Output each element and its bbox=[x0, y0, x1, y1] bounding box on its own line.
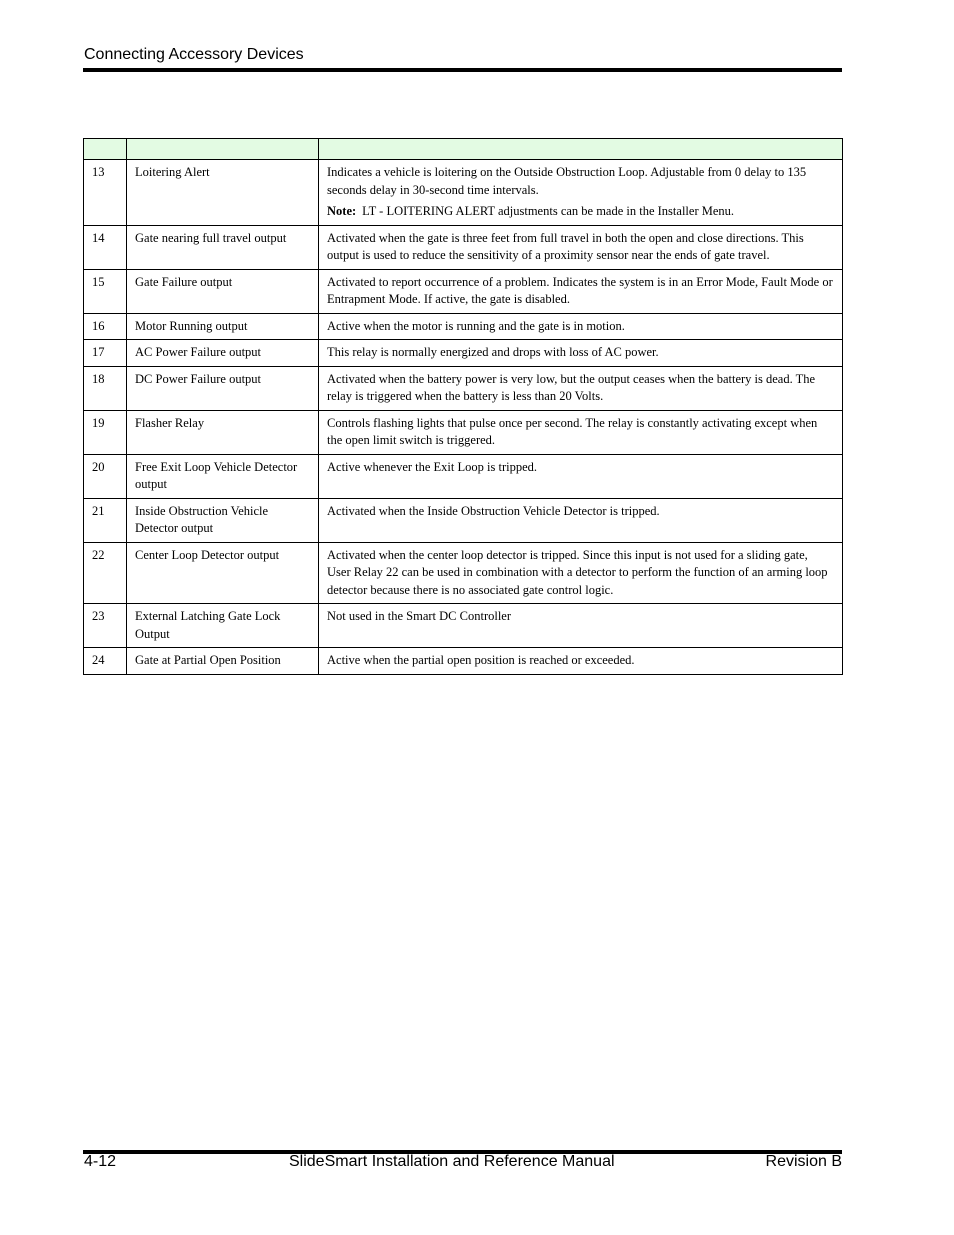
relay-description-cell bbox=[319, 454, 843, 498]
table-row bbox=[84, 410, 843, 454]
relay-name: AC Power Failure output bbox=[127, 340, 319, 367]
relay-name: DC Power Failure output bbox=[127, 366, 319, 410]
relay-number: 19 bbox=[84, 410, 127, 454]
relay-description-cell bbox=[319, 225, 843, 269]
relay-number: 20 bbox=[84, 454, 127, 498]
relay-name: External Latching Gate Lock Output bbox=[127, 604, 319, 648]
relay-description-cell bbox=[319, 498, 843, 542]
table-row bbox=[84, 340, 843, 367]
relay-description-cell bbox=[319, 269, 843, 313]
relay-number: 18 bbox=[84, 366, 127, 410]
table-row bbox=[84, 604, 843, 648]
relay-name: Motor Running output bbox=[127, 313, 319, 340]
relay-note bbox=[327, 203, 834, 221]
user-relay-table bbox=[83, 138, 843, 675]
relay-number: 23 bbox=[84, 604, 127, 648]
relay-description: This relay is normally energized and drops with loss of AC power. bbox=[327, 345, 659, 359]
relay-description: Not used in the Smart DC Controller bbox=[327, 609, 512, 623]
relay-description: Activated to report occurrence of a problem. Indicates the system is in an Error Mode, Fault Mode or Entrapment Mode. If active, the gate is disabled. bbox=[327, 274, 833, 306]
table-row bbox=[84, 366, 843, 410]
relay-number: 15 bbox=[84, 269, 127, 313]
relay-description: Activated when the center loop detector is tripped. Since this input is not used for a sliding gate, User Relay 22 can be used in combination with a detector to perform the function of an arming loop detector because there is no associated gate control logic. bbox=[327, 547, 828, 597]
note-label: Note: bbox=[327, 204, 357, 218]
manual-title: SlideSmart Installation and Reference Manual bbox=[289, 1153, 615, 1170]
column-header-description bbox=[319, 139, 843, 160]
note-text: LT - LOITERING ALERT adjustments can be made in the Installer Menu. bbox=[362, 204, 735, 218]
relay-name: Gate Failure output bbox=[127, 269, 319, 313]
relay-description-cell bbox=[319, 366, 843, 410]
relay-description: Activated when the Inside Obstruction Vehicle Detector is tripped. bbox=[327, 503, 660, 518]
table-row bbox=[84, 269, 843, 313]
relay-description-cell bbox=[319, 648, 843, 675]
table-row bbox=[84, 454, 843, 498]
relay-name: Gate at Partial Open Position bbox=[127, 648, 319, 675]
table-row bbox=[84, 498, 843, 542]
header-rule bbox=[83, 68, 842, 72]
relay-number: 14 bbox=[84, 225, 127, 269]
relay-description-cell bbox=[319, 410, 843, 454]
column-header-name bbox=[127, 139, 319, 160]
relay-name: Center Loop Detector output bbox=[127, 542, 319, 604]
table-row bbox=[84, 648, 843, 675]
relay-description: Indicates a vehicle is loitering on the Outside Obstruction Loop. Adjustable from 0 delay to 135 seconds delay in 30-second time intervals. bbox=[327, 165, 807, 197]
relay-name: Flasher Relay bbox=[127, 410, 319, 454]
revision-label: Revision B bbox=[765, 1153, 842, 1170]
relay-description: Active when the motor is running and the gate is in motion. bbox=[327, 318, 625, 333]
relay-description-cell bbox=[319, 604, 843, 648]
relay-number: 24 bbox=[84, 648, 127, 675]
relay-number: 13 bbox=[84, 160, 127, 226]
relay-number: 17 bbox=[84, 340, 127, 367]
table-row bbox=[84, 313, 843, 340]
table-row bbox=[84, 160, 843, 226]
table-row bbox=[84, 542, 843, 604]
relay-description: Controls flashing lights that pulse once per second. The relay is constantly activating except when the open limit switch is triggered. bbox=[327, 415, 818, 447]
relay-description-cell bbox=[319, 313, 843, 340]
relay-name: Gate nearing full travel output bbox=[127, 225, 319, 269]
relay-description: Activated when the battery power is very low, but the output ceases when the battery is dead. The relay is triggered when the battery is less than 20 Volts. bbox=[327, 371, 816, 403]
table-body bbox=[84, 160, 843, 675]
relay-description: Active when the partial open position is reached or exceeded. bbox=[327, 653, 635, 667]
relay-name: Loitering Alert bbox=[127, 160, 319, 226]
relay-number: 21 bbox=[84, 498, 127, 542]
relay-number: 16 bbox=[84, 313, 127, 340]
relay-number: 22 bbox=[84, 542, 127, 604]
table-row bbox=[84, 225, 843, 269]
table-header-row bbox=[84, 139, 843, 160]
relay-description-cell bbox=[319, 340, 843, 367]
section-title: Connecting Accessory Devices bbox=[84, 46, 304, 63]
relay-description: Activated when the gate is three feet from full travel in both the open and close directions. This output is used to reduce the sensitivity of a proximity sensor near the ends of gate travel. bbox=[327, 230, 804, 262]
relay-description-cell bbox=[319, 542, 843, 604]
relay-name: Inside Obstruction Vehicle Detector output bbox=[127, 498, 319, 542]
column-header-number bbox=[84, 139, 127, 160]
page-number: 4-12 bbox=[84, 1153, 117, 1170]
relay-name: Free Exit Loop Vehicle Detector output bbox=[127, 454, 319, 498]
relay-description: Active whenever the Exit Loop is tripped. bbox=[327, 459, 538, 474]
relay-description-cell bbox=[319, 160, 843, 226]
